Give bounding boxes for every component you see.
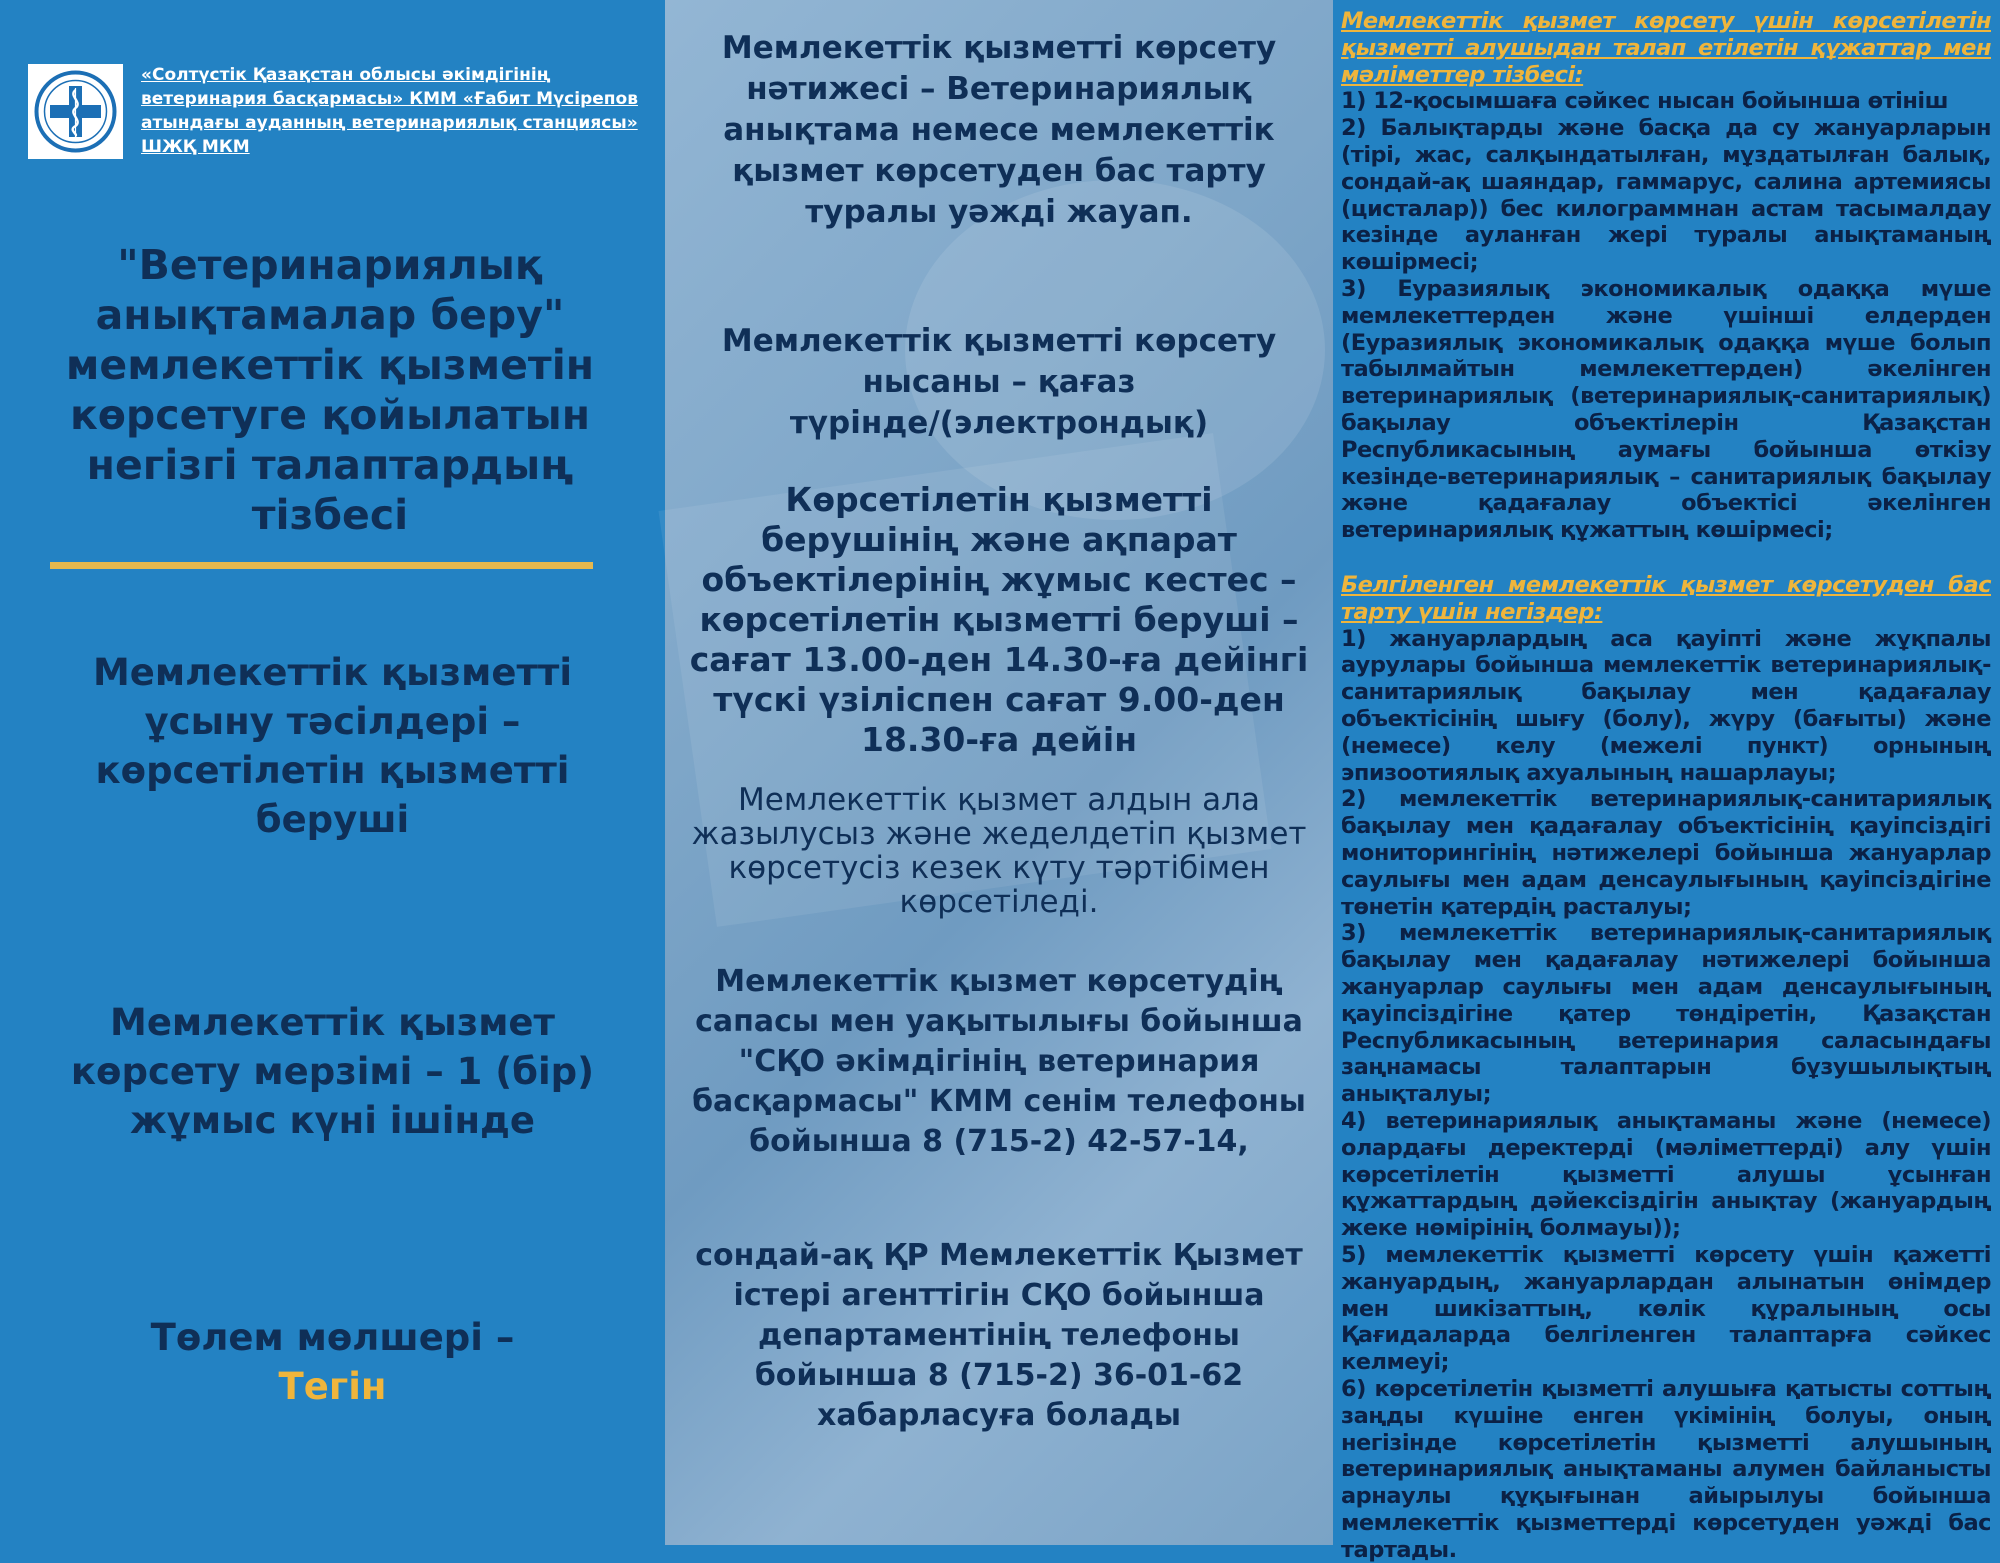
trust-phone-info: Мемлекеттік қызмет көрсетудің сапасы мен уақытылығы бойынша "СҚО әкімдігінің ветеринария басқармасы" КММ сенім телефоны бойынша 8 (715-2) 42-57-14, xyxy=(692,964,1306,1159)
fee-block xyxy=(40,1313,625,1411)
queue-info: Мемлекеттік қызмет алдын ала жазылусыз және жеделдетіп қызмет көрсетусіз кезек күту тәртібімен көрсетіледі. xyxy=(691,782,1307,920)
service-term: Мемлекеттік қызмет көрсету мерзімі – 1 (бір) жұмыс күні ішінде xyxy=(70,1001,595,1142)
list-item: 3) мемлекеттік ветеринариялық-санитариялық бақылау мен қадағалау нәтижелері бойынша жануарлар саулығы мен адам денсаулығының қауіпсіздігіне қатер төндіретін, Қазақстан Республикасының ветеринария саласындағы заңнамасы талаптарын бұзушылықтың анықталуы; xyxy=(1341,920,1991,1108)
vet-emblem-icon xyxy=(28,64,123,159)
refusal-grounds-section xyxy=(1341,572,1991,1563)
list-item: 2) Балықтарды және басқа да су жануарларын (тірі, жас, салқындатылған, мұздатылған балық, сондай-ақ шаяндар, гаммарус, салина артемиясы (цисталар)) бес килограммнан астам тасымалдау кезінде ауланған жері туралы анықтаманың көшірмесі; xyxy=(1341,115,1991,276)
list-item: 1) жануарлардың аса қауіпті және жұқпалы аурулары бойынша мемлекеттік ветеринариялық-санитариялық бақылау мен қадағалау объектісінің шығу (болу), жүру (бағыты) және (немесе) келу (межелі пункт) орнының эпизоотиялық ахуалының нашарлауы; xyxy=(1341,625,1991,786)
title-divider xyxy=(50,562,593,569)
service-form: Мемлекеттік қызметті көрсету нысаны – қағаз түрінде/(электрондық) xyxy=(721,323,1277,441)
list-item: 1) 12-қосымшаға сәйкес нысан бойынша өтініш xyxy=(1341,88,1948,115)
service-methods: Мемлекеттік қызметті ұсыну тәсілдері – көрсетілетін қызметті беруші xyxy=(92,651,573,841)
list-item: 5) мемлекеттік қызметті көрсету үшін қажетті жануардың, жануарлардан алынатын өнімдер мен шикізаттың, көлік құралының осы Қағидаларда белгіленген талаптарға сәйкес келмеуі; xyxy=(1341,1241,1991,1376)
list-item: 3) Еуразиялық экономикалық одаққа мүше мемлекеттерден және үшінші елдерден (Еуразиялық экономикалық одаққа мүше болып табылмайтын мемлекеттерден) әкелінген ветеринариялық (ветеринариялық-санитариялық) бақылау объектілерін Қазақстан Республикасының аумағы бойынша өткізу кезінде-ветеринариялық – санитариялық бақылау және қадағалау объектісі әкелінген ветеринариялық құжаттың көшірмесі; xyxy=(1341,275,1991,544)
organization-logo xyxy=(28,64,123,159)
list-item: 6) көрсетілетін қызметті алушыға қатысты соттың заңды күшіне енген үкімінің болуы, оның негізінде көрсетілетін қызметті алушының ветеринариялық анықтаманы алумен байланысты арнаулы құқығынан айырылуы бойынша мемлекеттік қызметтерді көрсетуден уәжді бас тартады. xyxy=(1341,1375,1991,1563)
fee-label: Төлем мөлшері – xyxy=(150,1316,515,1359)
list-item: 2) мемлекеттік ветеринариялық-санитариялық бақылау мен қадағалау объектісінің қауіпсіздігі мониторингінің нәтижелері бойынша жануарлар саулығы мен адам денсаулығының қауіпсіздігіне төнетін қатердің расталуы; xyxy=(1341,786,1991,920)
fee-value: Тегін xyxy=(278,1365,387,1408)
agency-phone-info: сондай-ақ ҚР Мемлекеттік Қызмет істері агенттігін СҚО бойынша департаментінің телефоны бойынша 8 (715-2) 36-01-62 хабарласуға болады xyxy=(695,1238,1303,1433)
service-result: Мемлекеттік қызметті көрсету нәтижесі – Ветеринариялық анықтама немесе мемлекеттік қызмет көрсетуден бас тарту туралы уәжді жауап. xyxy=(721,30,1277,230)
required-documents-section xyxy=(1341,8,1991,544)
required-documents-heading: Мемлекеттік қызмет көрсету үшін көрсетілетін қызметті алушыдан талап етілетін құжаттар мен мәліметтер тізбесі: xyxy=(1341,8,1991,88)
document-title: "Ветеринариялық анықтамалар беру" мемлекеттік қызметін көрсетуге қойылатын негізгі талаптардың тізбесі xyxy=(65,241,595,539)
work-schedule: Көрсетілетін қызметті берушінің және ақпарат объектілерінің жұмыс кестес – көрсетілетін қызметті беруші – сағат 13.00-ден 14.30-ға дейінгі түскі үзіліспен сағат 9.00-ден 18.30-ға дейін xyxy=(689,480,1309,759)
left-column xyxy=(0,0,665,1545)
organization-name[interactable]: «Солтүстік Қазақстан облысы әкімдігінің ветеринария басқармасы» КММ «Ғабит Мүсірепов атындағы ауданның ветеринариялық станциясы» ШЖҚ МКМ xyxy=(141,65,638,157)
list-item: 4) ветеринариялық анықтаманы және (немесе) олардағы деректерді (мәліметтерді) алу үшін көрсетілетін қызметті алушы ұсынған құжаттардың дәйексіздігін анықтау (жануардың жеке нөмірінің болмауы)); xyxy=(1341,1107,1991,1242)
right-column xyxy=(1333,0,2000,1563)
refusal-grounds-heading: Белгіленген мемлекеттік қызмет көрсетуден бас тарту үшін негіздер: xyxy=(1341,572,1991,625)
middle-column xyxy=(665,0,1333,1545)
